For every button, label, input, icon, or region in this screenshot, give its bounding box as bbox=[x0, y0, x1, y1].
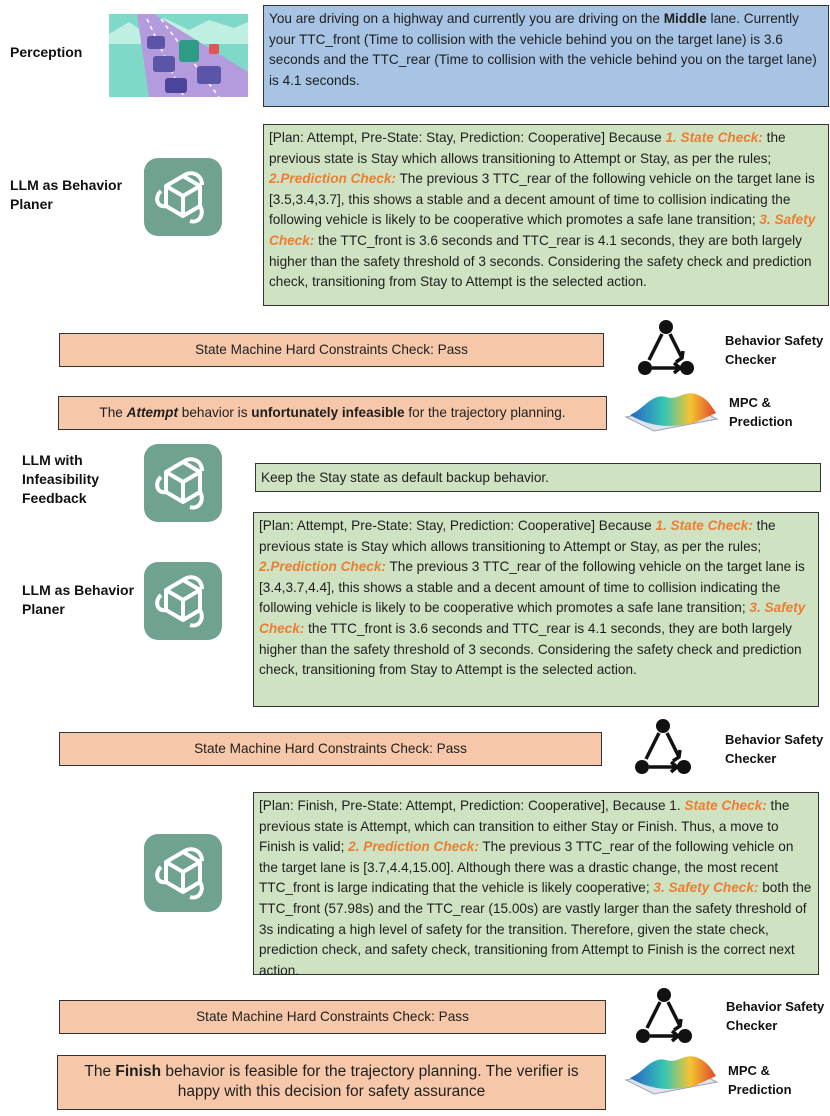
infeasible-text: behavior is bbox=[177, 405, 252, 420]
safety-check-label: 3. Safety Check: bbox=[269, 212, 816, 248]
safety-check-label: 3. Safety Check: bbox=[259, 600, 806, 636]
prediction-check-label: 2.Prediction Check: bbox=[259, 559, 386, 575]
infeasible-text: The bbox=[99, 405, 127, 420]
feedback-box: Keep the Stay state as default backup behavior. bbox=[255, 463, 821, 492]
reason-text: both the TTC_front (57.98s) and the TTC_rear (15.00s) are vastly larger than the safety threshold of 3s indicating a high level of safety for the transition. Therefore, given the state check, prediction check, and safety check, transitioning from Attempt to Finish is the correct next action. bbox=[259, 880, 812, 978]
safety-checker-label: Behavior Safety Checker bbox=[725, 333, 824, 367]
infeasible-text: for the trajectory planning. bbox=[404, 405, 566, 420]
prediction-check-label: 2.Prediction Check: bbox=[269, 171, 396, 187]
llm-planner-label-2: LLM as Behavior Planer bbox=[22, 582, 135, 617]
safety-check-label: 3. Safety Check: bbox=[653, 880, 759, 896]
perception-text-part: You are driving on a highway and currently you are driving on the bbox=[269, 11, 664, 26]
mpc-surface-icon bbox=[624, 1050, 719, 1102]
openai-icon bbox=[144, 562, 222, 640]
constraints-check-3: State Machine Hard Constraints Check: Pass bbox=[59, 1000, 606, 1034]
perception-label: Perception bbox=[10, 44, 83, 60]
highway-image bbox=[109, 14, 248, 97]
mpc-surface-icon bbox=[624, 387, 719, 439]
llm-planner-label-1: LLM as Behavior Planer bbox=[10, 177, 123, 212]
lane-value: Middle bbox=[663, 11, 707, 26]
safety-checker-label: Behavior Safety Checker bbox=[726, 999, 825, 1033]
behavior-name: Finish bbox=[115, 1063, 162, 1080]
reason-text: the TTC_front is 3.6 seconds and TTC_rear is 4.1 seconds, they are both largely higher than the safety threshold of 3 seconds. Considering the safety check and prediction check, transitioning from Stay to Attempt is the selected action. bbox=[269, 232, 812, 290]
behavior-name: Attempt bbox=[126, 405, 178, 420]
infeasible-emphasis: unfortunately infeasible bbox=[251, 405, 405, 420]
state-check-label: 1. State Check: bbox=[655, 518, 753, 533]
openai-icon bbox=[144, 158, 222, 236]
reasoning-box-1 bbox=[263, 124, 829, 306]
prediction-check-label: 2. Prediction Check: bbox=[348, 839, 479, 855]
openai-icon bbox=[144, 834, 222, 912]
reason-text: The previous 3 TTC_rear of the following vehicle on the target lane is [3.7,4.4,15.00]. Although there was a drastic change, the most recent TTC_front is large indicating that the vehicle is likely cooperative; bbox=[259, 839, 794, 896]
reason-text: the previous state is Stay which allows transitioning to Attempt or Stay, as per the rules; bbox=[259, 518, 776, 554]
openai-icon bbox=[144, 444, 222, 522]
feasible-text: behavior is feasible for the trajectory planning. The verifier is happy with this decision for safety assurance bbox=[161, 1063, 579, 1100]
state-check-label: 1. State Check: bbox=[665, 130, 763, 145]
reason-text: [Plan: Attempt, Pre-State: Stay, Prediction: Cooperative] Because bbox=[259, 518, 656, 533]
safety-checker-icon bbox=[634, 986, 694, 1046]
safety-checker-icon bbox=[636, 318, 696, 378]
infeasibility-box bbox=[58, 396, 607, 430]
state-check-label: State Check: bbox=[684, 798, 767, 813]
reason-text: the TTC_front is 3.6 seconds and TTC_rear is 4.1 seconds, they are both largely higher than the safety threshold of 3 seconds. Considering the safety check and prediction check, transitioning from Stay to Attempt is the selected action. bbox=[259, 620, 802, 678]
feasible-text: The bbox=[84, 1063, 116, 1080]
perception-text-part: lane. Currently your TTC_front (Time to collision with the vehicle behind you on the target lane) is 3.6 seconds and the TTC_rear (Time to collision with the vehicle behind you on the target lane) is 4.1 seconds. bbox=[269, 11, 817, 88]
safety-checker-icon bbox=[633, 717, 693, 777]
feasibility-box bbox=[57, 1055, 606, 1110]
constraints-check-1: State Machine Hard Constraints Check: Pass bbox=[59, 333, 604, 367]
llm-feedback-label: LLM with Infeasibility Feedback bbox=[22, 452, 100, 506]
reason-text: The previous 3 TTC_rear of the following vehicle on the target lane is [3.4,3.7,4.4], this shows a stable and a decent amount of time to collision indicating the following vehicle is likely to be cooperative which promotes a safe lane transition; bbox=[259, 559, 805, 616]
constraints-check-2: State Machine Hard Constraints Check: Pass bbox=[59, 732, 602, 766]
mpc-label: MPC & Prediction bbox=[728, 1063, 792, 1097]
perception-text-box bbox=[263, 5, 829, 107]
reason-text: The previous 3 TTC_rear of the following vehicle on the target lane is [3.5,3.4,3.7], this shows a stable and a decent amount of time to collision indicating the following vehicle is likely to be cooperative which promotes a safe lane transition; bbox=[269, 171, 815, 228]
safety-checker-label: Behavior Safety Checker bbox=[725, 732, 824, 766]
reason-text: [Plan: Attempt, Pre-State: Stay, Prediction: Cooperative] Because bbox=[269, 130, 666, 145]
reasoning-box-2 bbox=[253, 512, 819, 707]
reason-text: the previous state is Attempt, which can transition to either Stay or Finish. Thus, a move to Finish is valid; bbox=[259, 798, 790, 855]
mpc-label: MPC & Prediction bbox=[729, 395, 793, 429]
reason-text: [Plan: Finish, Pre-State: Attempt, Prediction: Cooperative], Because 1. bbox=[259, 798, 685, 813]
reasoning-box-3 bbox=[253, 792, 819, 978]
reason-text: the previous state is Stay which allows transitioning to Attempt or Stay, as per the rules; bbox=[269, 130, 786, 166]
